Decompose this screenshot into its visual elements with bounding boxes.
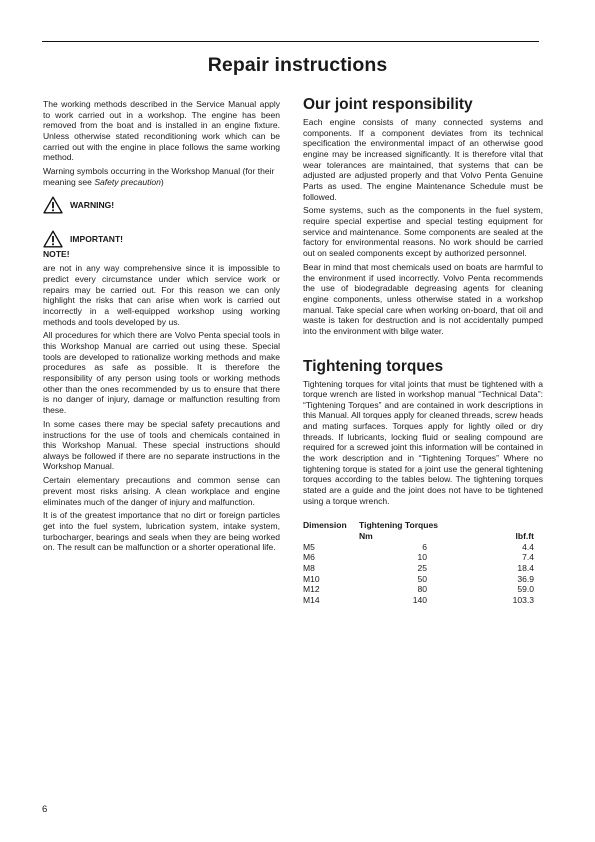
torques-paragraph: Tightening torques for vital joints that must be tightened with a torque wrench are listed in workshop manual “Technical Data”: “Tightening Torques” and are contained in work descriptions in this Manual. All torques apply for cleaned threads, screw heads and mating surfaces. Torques apply for lightly oiled or dry threads. If lubricants, locking fluid or sealing compound are required for a screwed joint this information will be contained in the work description and in “Tightening Torques” Where no tightening torque is stated for a joint use the general tightening torques according to the tables below. The tightening torques stated are a guide and the joint does not have to be tightened using a torque wrench. (303, 378, 543, 506)
joint-responsibility-heading: Our joint responsibility (303, 96, 473, 113)
intro-paragraph: The working methods described in the Service Manual apply to work carried out in a workshop. The engine has been removed from the boat and is installed in an engine fixture. Unless otherwise stated reconditioning work which can be carried out with the engine in place follows the same working method. (43, 99, 280, 163)
warning-label: WARNING! (70, 200, 115, 211)
tightening-torques-heading: Tightening torques (303, 357, 444, 375)
note-label: NOTE! (43, 249, 70, 260)
left-column (43, 99, 280, 556)
note-paragraph-4: Certain elementary precautions and common sense can prevent most risks arising. A clean workplace and engine eliminates much of the danger of injury and malfunction. (43, 475, 280, 507)
right-column (303, 96, 543, 606)
table-row: M10 50 36.9 (303, 573, 534, 584)
warning-symbols-intro: Warning symbols occurring in the Workshop Manual (for their meaning see Safety precaution) (43, 166, 275, 187)
page-title: Repair instructions (207, 54, 388, 76)
joint-paragraph-1: Each engine consists of many connected systems and components. If a component deviates from its technical specification the environmental impact of an otherwise good engine may be increased significantly. It is therefore vital that wear tolerances are maintained, that systems that can be adjusted are adjusted properly and that Volvo Penta Genuine Parts as used. The engine Maintenance Schedule must be followed. (303, 117, 543, 202)
important-notice (43, 229, 280, 249)
joint-paragraph-3: Bear in mind that most chemicals used on boats are harmful to the environment if used incorrectly. Volvo Penta recommends the use of biodegradable degreasing agents for cleaning engine components, unless otherwise stated in a workshop manual. Take special care when working on-board, that oil and waste is taken for destruction and is not accidentally pumped into the environment with bilge water. (303, 261, 543, 336)
table-row: M12 80 59.0 (303, 584, 534, 595)
important-label: IMPORTANT! (70, 234, 124, 245)
torque-table-header (303, 520, 534, 531)
torque-table-units (303, 531, 534, 542)
unit-lbf-header: lbf.ft (515, 531, 534, 542)
warning-notice (43, 195, 280, 215)
safety-precaution-reference: Safety precaution (94, 176, 161, 187)
joint-paragraph-2: Some systems, such as the components in the fuel system, require special expertise and special testing equipment for service and maintenance. Some components are sealed at the factory for environmental reasons. No work should be carried out on sealed components except by authorized personnel. (303, 205, 543, 259)
tightening-torques-header: Tightening Torques (359, 520, 438, 531)
important-triangle-icon (43, 230, 63, 248)
note-paragraph-5: It is of the greatest importance that no dirt or foreign particles get into the fuel system, lubrication system, intake system, turbocharger, bearings and seals when they are being worked on. The result can be malfunction or a shorter operational life. (43, 510, 280, 553)
table-row: M6 10 7.4 (303, 552, 534, 563)
table-row: M14 140 103.3 (303, 594, 534, 605)
table-row: M5 6 4.4 (303, 541, 534, 552)
warning-triangle-icon (43, 196, 63, 214)
table-row: M8 25 18.4 (303, 563, 534, 573)
note-paragraph-2: All procedures for which there are Volvo Penta special tools in this Workshop Manual are carried out using these. Special tools are developed to rationalize working methods and make procedures as safe as possible. It is therefore the responsibility of any person using tools or working methods other than the ones recommended by us to ensure that there is no danger of injury, damage or malfunction resulting from these. (43, 330, 280, 415)
dimension-header: Dimension (303, 520, 347, 531)
page-number: 6 (42, 804, 48, 815)
unit-nm-header: Nm (359, 531, 373, 542)
torque-table (303, 520, 534, 605)
top-rule (42, 41, 539, 42)
note-paragraph-1: are not in any way comprehensive since it is impossible to predict every circumstance under which service work or repairs may be carried out. For this reason we can only highlight the risks that can arise when work is carried out incorrectly in a well-equipped workshop using working methods and tools developed by us. (43, 263, 280, 327)
note-paragraph-3: In some cases there may be special safety precautions and instructions for the use of tools and chemicals contained in this Workshop Manual. These special instructions should always be followed if there are no separate instructions in the Workshop Manual. (43, 418, 280, 472)
